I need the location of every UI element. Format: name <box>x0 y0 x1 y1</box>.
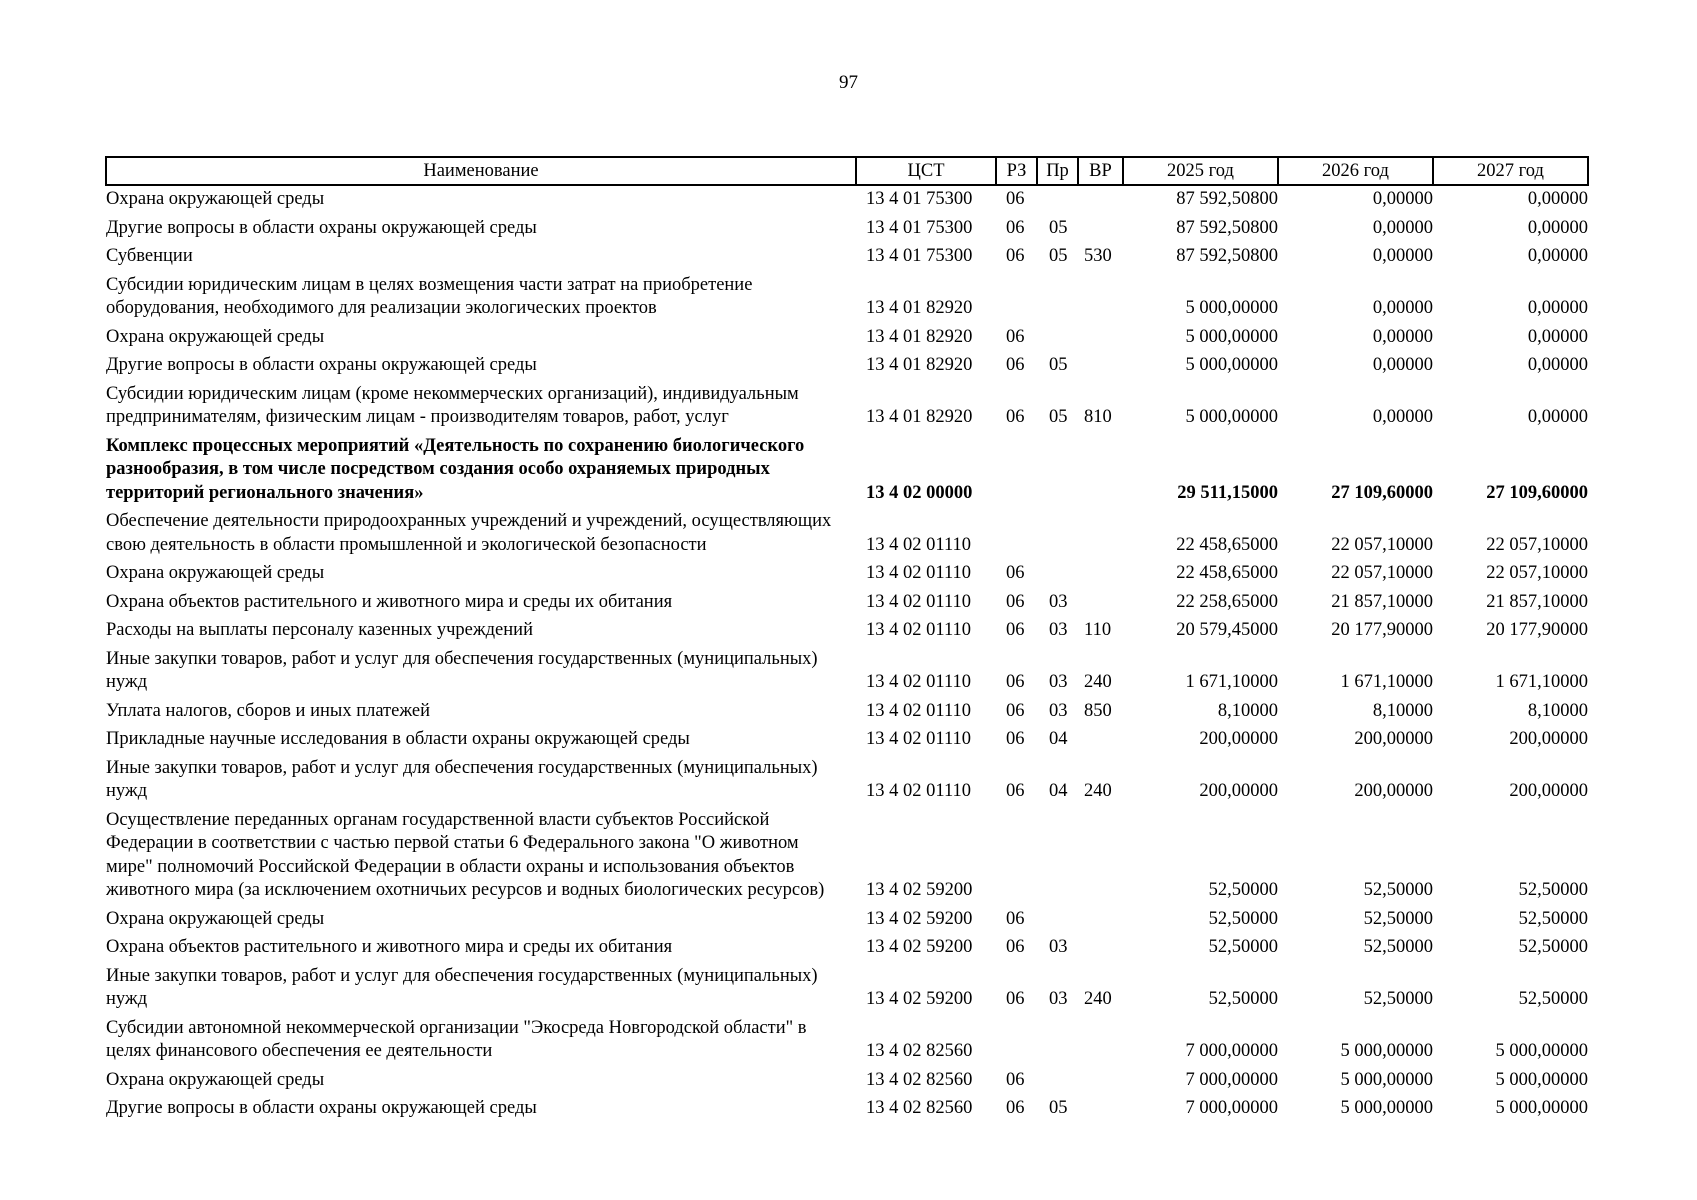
cell-2027: 5 000,00000 <box>1495 1041 1588 1061</box>
cell-pr: 04 <box>1049 729 1068 749</box>
table-row <box>106 243 1588 272</box>
cell-rz: 06 <box>1006 217 1025 238</box>
cell-2025: 200,00000 <box>1199 781 1278 801</box>
cell-name: Охрана окружающей среды <box>106 1069 325 1090</box>
cell-2026: 52,50000 <box>1363 880 1433 900</box>
cell-2026: 8,10000 <box>1372 700 1433 721</box>
cell-vr <box>1078 324 1123 353</box>
cell-2027: 27 109,60000 <box>1486 482 1588 503</box>
cell-rz: 06 <box>1006 189 1025 209</box>
cell-vr <box>1078 352 1123 381</box>
cell-2025: 5 000,00000 <box>1185 298 1278 318</box>
cell-2026: 21 857,10000 <box>1331 591 1433 612</box>
table-row <box>106 934 1588 963</box>
cell-pr <box>1037 906 1078 935</box>
cell-cst: 13 4 01 82920 <box>866 407 973 427</box>
cell-pr: 03 <box>1049 620 1068 640</box>
cell-cst: 13 4 02 82560 <box>866 1098 973 1118</box>
cell-vr: 530 <box>1084 246 1112 266</box>
cell-name: Охрана объектов растительного и животного мира и среды их обитания <box>106 591 673 612</box>
cell-pr <box>1037 560 1078 589</box>
cell-vr: 240 <box>1084 989 1112 1009</box>
cell-2025: 5 000,00000 <box>1185 407 1278 427</box>
cell-cst: 13 4 02 01110 <box>866 781 972 801</box>
table-row <box>106 1095 1588 1124</box>
table-row <box>106 646 1588 698</box>
cell-2026: 0,00000 <box>1372 298 1433 318</box>
cell-2027: 52,50000 <box>1518 908 1588 929</box>
cell-cst: 13 4 01 82920 <box>866 298 973 318</box>
cell-2025: 8,10000 <box>1217 700 1278 721</box>
cell-name: Другие вопросы в области охраны окружающей среды <box>106 1098 537 1118</box>
cell-pr <box>1037 324 1078 353</box>
cell-2026: 20 177,90000 <box>1331 620 1433 640</box>
cell-2025: 20 579,45000 <box>1176 620 1278 640</box>
cell-pr: 05 <box>1049 407 1068 427</box>
cell-pr: 03 <box>1049 591 1068 612</box>
cell-rz: 06 <box>1006 908 1025 929</box>
cell-2026: 0,00000 <box>1372 217 1433 238</box>
cell-name: Комплекс процессных мероприятий «Деятельность по сохранению биологического разнообразия, в том числе посредством создания особо охраняемых природных территорий регионального значения» <box>106 435 805 503</box>
table-row <box>106 508 1588 560</box>
cell-name: Иные закупки товаров, работ и услуг для обеспечения государственных (муниципальных) нужд <box>106 757 818 801</box>
table-body <box>106 185 1588 1124</box>
cell-pr: 05 <box>1049 1098 1068 1118</box>
cell-cst: 13 4 02 01110 <box>866 620 972 640</box>
cell-2027: 200,00000 <box>1509 729 1588 749</box>
cell-rz <box>996 1015 1037 1067</box>
cell-2027: 52,50000 <box>1518 989 1588 1009</box>
cell-cst: 13 4 02 59200 <box>866 937 973 957</box>
cell-name: Прикладные научные исследования в области охраны окружающей среды <box>106 729 690 749</box>
table-row <box>106 324 1588 353</box>
cell-2025: 200,00000 <box>1199 729 1278 749</box>
cell-name: Субвенции <box>106 246 193 266</box>
table-row <box>106 272 1588 324</box>
cell-cst: 13 4 02 01110 <box>866 591 972 612</box>
table-row <box>106 755 1588 807</box>
cell-name: Другие вопросы в области охраны окружающей среды <box>106 355 537 375</box>
cell-name: Расходы на выплаты персоналу казенных учреждений <box>106 620 533 640</box>
cell-2027: 5 000,00000 <box>1495 1069 1588 1090</box>
cell-name: Охрана объектов растительного и животного мира и среды их обитания <box>106 937 673 957</box>
header-rz: РЗ <box>996 157 1037 185</box>
cell-vr <box>1078 508 1123 560</box>
cell-vr <box>1078 185 1123 215</box>
cell-vr <box>1078 1067 1123 1096</box>
cell-2025: 22 258,65000 <box>1176 591 1278 612</box>
cell-2026: 0,00000 <box>1372 246 1433 266</box>
cell-2026: 0,00000 <box>1372 189 1433 209</box>
cell-vr <box>1078 215 1123 244</box>
cell-cst: 13 4 01 82920 <box>866 355 973 375</box>
table-row <box>106 726 1588 755</box>
cell-vr: 110 <box>1084 620 1112 640</box>
cell-rz: 06 <box>1006 246 1025 266</box>
cell-2027: 0,00000 <box>1527 298 1588 318</box>
header-2026: 2026 год <box>1278 157 1433 185</box>
cell-name: Обеспечение деятельности природоохранных учреждений и учреждений, осуществляющих свою деятельность в области промышленной и экологической безопасности <box>106 511 832 555</box>
cell-cst: 13 4 01 75300 <box>866 189 973 209</box>
cell-rz: 06 <box>1006 407 1025 427</box>
cell-2027: 52,50000 <box>1518 880 1588 900</box>
cell-2027: 52,50000 <box>1518 937 1588 957</box>
cell-2025: 7 000,00000 <box>1185 1069 1278 1090</box>
cell-rz: 06 <box>1006 591 1025 612</box>
cell-2026: 22 057,10000 <box>1331 534 1433 555</box>
cell-2025: 7 000,00000 <box>1185 1041 1278 1061</box>
cell-name: Иные закупки товаров, работ и услуг для обеспечения государственных (муниципальных) нужд <box>106 965 818 1009</box>
cell-name: Охрана окружающей среды <box>106 908 325 929</box>
table-row <box>106 433 1588 509</box>
budget-table <box>105 156 1589 1124</box>
cell-2026: 5 000,00000 <box>1340 1069 1433 1090</box>
cell-2026: 0,00000 <box>1372 326 1433 347</box>
header-2027: 2027 год <box>1433 157 1588 185</box>
cell-2027: 0,00000 <box>1527 189 1588 209</box>
cell-vr <box>1078 1095 1123 1124</box>
cell-cst: 13 4 01 75300 <box>866 217 973 238</box>
cell-rz <box>996 433 1037 509</box>
cell-2026: 200,00000 <box>1354 781 1433 801</box>
cell-2027: 200,00000 <box>1509 781 1588 801</box>
cell-rz: 06 <box>1006 326 1025 347</box>
cell-2027: 0,00000 <box>1527 407 1588 427</box>
table-header-row <box>106 157 1588 185</box>
cell-2025: 52,50000 <box>1208 908 1278 929</box>
cell-cst: 13 4 02 01110 <box>866 729 972 749</box>
cell-2025: 29 511,15000 <box>1177 482 1278 503</box>
cell-2025: 5 000,00000 <box>1185 355 1278 375</box>
table-row <box>106 698 1588 727</box>
cell-name: Другие вопросы в области охраны окружающей среды <box>106 217 537 238</box>
cell-2027: 22 057,10000 <box>1486 534 1588 555</box>
cell-cst: 13 4 02 59200 <box>866 989 973 1009</box>
cell-rz <box>996 508 1037 560</box>
cell-name: Иные закупки товаров, работ и услуг для обеспечения государственных (муниципальных) нужд <box>106 648 818 692</box>
cell-vr: 240 <box>1084 672 1112 692</box>
cell-vr <box>1078 589 1123 618</box>
cell-vr <box>1078 807 1123 906</box>
cell-pr: 03 <box>1049 937 1068 957</box>
table-row <box>106 963 1588 1015</box>
table-row <box>106 185 1588 215</box>
cell-pr: 05 <box>1049 246 1068 266</box>
cell-name: Осуществление переданных органам государственной власти субъектов Российской Федерации в соответствии с частью первой статьи 6 Федерального закона "О животном мире" полномочий Российской Федерации в области охраны и использования объектов животного мира (за исключением охотничьих ресурсов и водных биологических ресурсов) <box>106 809 825 900</box>
cell-name: Субсидии юридическим лицам в целях возмещения части затрат на приобретение оборудования, необходимого для реализации экологических проектов <box>106 274 753 318</box>
cell-pr <box>1037 272 1078 324</box>
cell-2025: 1 671,10000 <box>1185 672 1278 692</box>
cell-rz: 06 <box>1006 1069 1025 1090</box>
cell-2025: 52,50000 <box>1208 880 1278 900</box>
cell-name: Уплата налогов, сборов и иных платежей <box>106 700 431 721</box>
cell-2027: 1 671,10000 <box>1495 672 1588 692</box>
cell-2026: 52,50000 <box>1363 989 1433 1009</box>
cell-2027: 22 057,10000 <box>1486 563 1588 583</box>
cell-2025: 52,50000 <box>1208 937 1278 957</box>
cell-2026: 1 671,10000 <box>1340 672 1433 692</box>
cell-vr <box>1078 934 1123 963</box>
cell-2026: 0,00000 <box>1372 407 1433 427</box>
cell-vr: 850 <box>1084 700 1112 721</box>
page-number: 97 <box>839 72 858 93</box>
cell-2027: 0,00000 <box>1527 246 1588 266</box>
cell-pr <box>1037 508 1078 560</box>
cell-rz: 06 <box>1006 700 1025 721</box>
cell-cst: 13 4 02 01110 <box>866 534 972 555</box>
cell-rz: 06 <box>1006 620 1025 640</box>
cell-rz: 06 <box>1006 781 1025 801</box>
cell-pr <box>1037 807 1078 906</box>
cell-rz: 06 <box>1006 563 1025 583</box>
table-row <box>106 381 1588 433</box>
header-pr: Пр <box>1037 157 1078 185</box>
cell-pr <box>1037 185 1078 215</box>
cell-cst: 13 4 01 82920 <box>866 326 973 347</box>
cell-name: Охрана окружающей среды <box>106 326 325 347</box>
cell-cst: 13 4 02 59200 <box>866 880 973 900</box>
table-row <box>106 215 1588 244</box>
cell-2027: 21 857,10000 <box>1486 591 1588 612</box>
cell-2026: 22 057,10000 <box>1331 563 1433 583</box>
cell-2027: 8,10000 <box>1527 700 1588 721</box>
cell-vr <box>1078 1015 1123 1067</box>
cell-rz: 06 <box>1006 1098 1025 1118</box>
table-row <box>106 1067 1588 1096</box>
cell-2025: 5 000,00000 <box>1185 326 1278 347</box>
header-cst: ЦСТ <box>856 157 996 185</box>
cell-2026: 52,50000 <box>1363 937 1433 957</box>
cell-2025: 22 458,65000 <box>1176 563 1278 583</box>
cell-pr <box>1037 1015 1078 1067</box>
cell-2027: 20 177,90000 <box>1486 620 1588 640</box>
table-row <box>106 352 1588 381</box>
cell-2027: 0,00000 <box>1527 355 1588 375</box>
cell-cst: 13 4 02 01110 <box>866 700 972 721</box>
table-row <box>106 589 1588 618</box>
cell-vr: 240 <box>1084 781 1112 801</box>
cell-pr: 05 <box>1049 355 1068 375</box>
cell-2025: 52,50000 <box>1208 989 1278 1009</box>
cell-vr <box>1078 272 1123 324</box>
cell-cst: 13 4 02 00000 <box>866 482 973 503</box>
cell-cst: 13 4 01 75300 <box>866 246 973 266</box>
cell-pr: 04 <box>1049 781 1068 801</box>
table-row <box>106 1015 1588 1067</box>
cell-cst: 13 4 02 01110 <box>866 563 972 583</box>
table-row <box>106 906 1588 935</box>
cell-pr: 03 <box>1049 700 1068 721</box>
table-row <box>106 807 1588 906</box>
cell-2027: 0,00000 <box>1527 326 1588 347</box>
table-row <box>106 560 1588 589</box>
cell-rz <box>996 807 1037 906</box>
cell-rz: 06 <box>1006 355 1025 375</box>
cell-2025: 87 592,50800 <box>1176 189 1278 209</box>
cell-cst: 13 4 02 01110 <box>866 672 972 692</box>
cell-name: Субсидии автономной некоммерческой организации "Экосреда Новгородской области" в целях финансового обеспечения ее деятельности <box>106 1017 807 1061</box>
cell-2026: 5 000,00000 <box>1340 1041 1433 1061</box>
cell-2025: 22 458,65000 <box>1176 534 1278 555</box>
table-row <box>106 617 1588 646</box>
cell-pr <box>1037 1067 1078 1096</box>
cell-rz: 06 <box>1006 989 1025 1009</box>
cell-2026: 5 000,00000 <box>1340 1098 1433 1118</box>
cell-vr <box>1078 433 1123 509</box>
header-2025: 2025 год <box>1123 157 1278 185</box>
cell-name: Субсидии юридическим лицам (кроме некоммерческих организаций), индивидуальным предпринимателям, физическим лицам - производителям товаров, работ, услуг <box>106 383 799 427</box>
cell-2026: 0,00000 <box>1372 355 1433 375</box>
cell-2027: 5 000,00000 <box>1495 1098 1588 1118</box>
header-name: Наименование <box>106 157 856 185</box>
cell-cst: 13 4 02 82560 <box>866 1069 973 1090</box>
cell-2026: 52,50000 <box>1363 908 1433 929</box>
cell-pr: 03 <box>1049 989 1068 1009</box>
cell-rz: 06 <box>1006 937 1025 957</box>
cell-2025: 87 592,50800 <box>1176 246 1278 266</box>
cell-pr <box>1037 433 1078 509</box>
header-vr: ВР <box>1078 157 1123 185</box>
cell-rz: 06 <box>1006 672 1025 692</box>
cell-rz <box>996 272 1037 324</box>
cell-2026: 200,00000 <box>1354 729 1433 749</box>
cell-vr <box>1078 906 1123 935</box>
cell-name: Охрана окружающей среды <box>106 563 325 583</box>
cell-2025: 87 592,50800 <box>1176 217 1278 238</box>
cell-vr <box>1078 560 1123 589</box>
cell-pr: 05 <box>1049 217 1068 238</box>
cell-name: Охрана окружающей среды <box>106 189 325 209</box>
cell-2026: 27 109,60000 <box>1331 482 1433 503</box>
cell-cst: 13 4 02 82560 <box>866 1041 973 1061</box>
cell-pr: 03 <box>1049 672 1068 692</box>
cell-cst: 13 4 02 59200 <box>866 908 973 929</box>
cell-rz: 06 <box>1006 729 1025 749</box>
cell-2027: 0,00000 <box>1527 217 1588 238</box>
cell-2025: 7 000,00000 <box>1185 1098 1278 1118</box>
cell-vr <box>1078 726 1123 755</box>
cell-vr: 810 <box>1084 407 1112 427</box>
